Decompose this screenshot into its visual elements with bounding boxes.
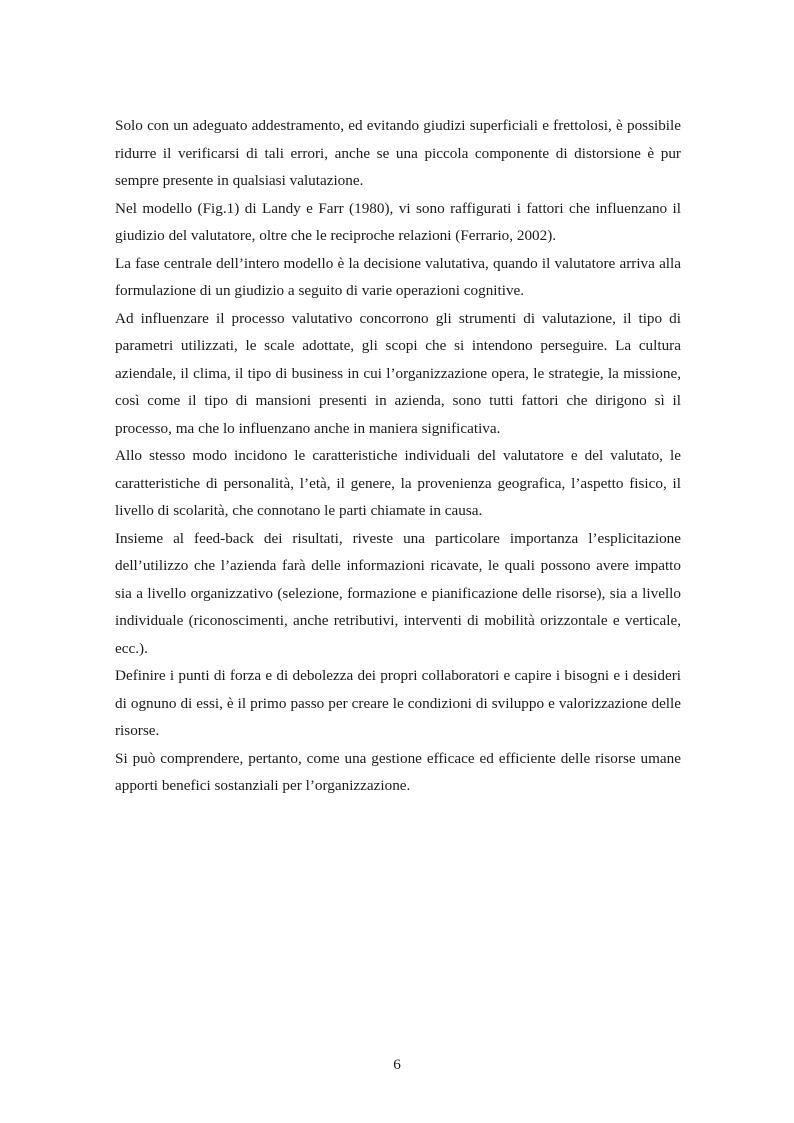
page-body [115,112,681,800]
paragraph: La fase centrale dell’intero modello è la decisione valutativa, quando il valutatore arriva alla formulazione di un giudizio a seguito di varie operazioni cognitive. [115,254,681,299]
paragraph: Ad influenzare il processo valutativo concorrono gli strumenti di valutazione, il tipo di parametri utilizzati, le scale adottate, gli scopi che si intendono perseguire. La cultura aziendale, il clima, il tipo di business in cui l’organizzazione opera, le strategie, la missione, così come il tipo di mansioni presenti in azienda, sono tutti fattori che dirigono sì il processo, ma che lo influenzano anche in maniera significativa. [115,309,681,437]
paragraph: Insieme al feed-back dei risultati, riveste una particolare importanza l’esplicitazione dell’utilizzo che l’azienda farà delle informazioni ricavate, le quali possono avere impatto sia a livello organizzativo (selezione, formazione e pianificazione delle risorse), sia a livello individuale (riconoscimenti, anche retributivi, interventi di mobilità orizzontale e verticale, ecc.). [115,529,681,657]
paragraph: Solo con un adeguato addestramento, ed evitando giudizi superficiali e frettolosi, è possibile ridurre il verificarsi di tali errori, anche se una piccola componente di distorsione è pur sempre presente in qualsiasi valutazione. [115,117,681,189]
paragraph: Nel modello (Fig.1) di Landy e Farr (1980), vi sono raffigurati i fattori che influenzano il giudizio del valutatore, oltre che le reciproche relazioni (Ferrario, 2002). [115,199,681,244]
paragraph: Allo stesso modo incidono le caratteristiche individuali del valutatore e del valutato, le caratteristiche di personalità, l’età, il genere, la provenienza geografica, l’aspetto fisico, il livello di scolarità, che connotano le parti chiamate in causa. [115,447,681,519]
paragraph: Definire i punti di forza e di debolezza dei propri collaboratori e capire i bisogni e i desideri di ognuno di essi, è il primo passo per creare le condizioni di sviluppo e valorizzazione delle risorse. [115,667,681,739]
paragraph: Si può comprendere, pertanto, come una gestione efficace ed efficiente delle risorse umane apporti benefici sostanziali per l’organizzazione. [115,749,681,794]
page-number: 6 [393,1056,401,1073]
